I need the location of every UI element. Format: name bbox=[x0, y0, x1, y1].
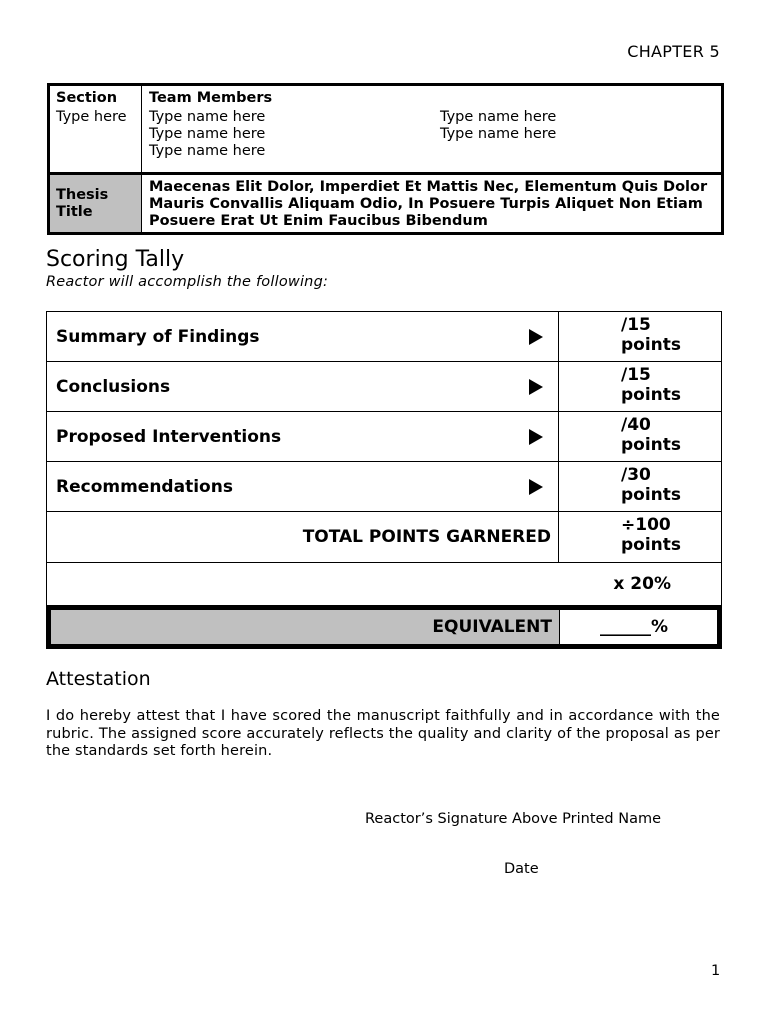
section-label: Section bbox=[56, 90, 118, 106]
score-row-summary bbox=[46, 311, 722, 361]
info-row-members bbox=[50, 86, 721, 175]
thesis-title-value[interactable]: Maecenas Elit Dolor, Imperdiet Et Mattis Nec, Elementum Quis Dolor Mauris Convallis Aliquam Odio, In Posuere Turpis Aliquet Non Etiam Posuere Erat Ut Enim Faucibus Bibendum bbox=[149, 179, 708, 229]
equivalent-value-cell[interactable] bbox=[559, 610, 717, 644]
multiplier-value: x 20% bbox=[613, 574, 671, 594]
arrow-right-icon bbox=[529, 479, 543, 495]
chapter-heading: CHAPTER 5 bbox=[627, 42, 720, 61]
criterion-label: Proposed Interventions bbox=[56, 426, 282, 447]
score-row-equivalent bbox=[46, 605, 722, 649]
points-max: /40 bbox=[621, 415, 651, 435]
points-max: /15 bbox=[621, 365, 651, 385]
scoring-tally-heading: Scoring Tally bbox=[46, 247, 185, 272]
score-row-recommendations bbox=[46, 461, 722, 511]
date-label: Date bbox=[504, 861, 539, 877]
page-number: 1 bbox=[711, 963, 721, 979]
signature-label: Reactor’s Signature Above Printed Name bbox=[365, 811, 662, 827]
arrow-right-icon bbox=[529, 379, 543, 395]
team-member-name[interactable]: Type name here bbox=[440, 109, 557, 125]
thesis-title-label: Thesis Title bbox=[50, 175, 142, 232]
score-row-total bbox=[46, 511, 722, 562]
arrow-right-icon bbox=[529, 329, 543, 345]
score-row-multiplier bbox=[46, 562, 722, 605]
total-points-label: TOTAL POINTS GARNERED bbox=[302, 527, 551, 547]
total-points-unit: points bbox=[621, 535, 682, 555]
section-cell bbox=[50, 86, 142, 172]
team-member-name[interactable]: Type name here bbox=[440, 126, 557, 142]
points-max: /30 bbox=[621, 465, 651, 485]
total-points-cell[interactable] bbox=[558, 512, 721, 562]
criterion-label: Summary of Findings bbox=[56, 326, 260, 347]
points-cell[interactable] bbox=[558, 412, 721, 461]
total-points-value: ÷100 bbox=[621, 515, 671, 535]
points-max: /15 bbox=[621, 315, 651, 335]
score-table bbox=[46, 311, 722, 649]
equivalent-label-cell bbox=[51, 610, 559, 644]
arrow-right-icon bbox=[529, 429, 543, 445]
points-cell[interactable] bbox=[558, 312, 721, 361]
score-row-conclusions bbox=[46, 361, 722, 411]
points-unit: points bbox=[621, 485, 682, 505]
info-table bbox=[47, 83, 724, 235]
points-cell[interactable] bbox=[558, 462, 721, 511]
team-member-name[interactable]: Type name here bbox=[149, 143, 266, 159]
team-member-name[interactable]: Type name here bbox=[149, 126, 266, 142]
scoring-tally-subtitle: Reactor will accomplish the following: bbox=[46, 274, 329, 290]
points-unit: points bbox=[621, 335, 682, 355]
attestation-heading: Attestation bbox=[46, 668, 151, 690]
attestation-body: I do hereby attest that I have scored the manuscript faithfully and in accordance with the rubric. The assigned score accurately reflects the quality and clarity of the proposal as per the standards set forth herein. bbox=[46, 708, 720, 759]
team-members-list bbox=[149, 109, 714, 160]
criterion-label: Recommendations bbox=[56, 476, 233, 497]
criterion-label: Conclusions bbox=[56, 376, 171, 397]
points-unit: points bbox=[621, 435, 682, 455]
team-members-label: Team Members bbox=[149, 90, 273, 106]
info-row-thesis bbox=[50, 175, 721, 232]
points-cell[interactable] bbox=[558, 362, 721, 411]
team-members-cell bbox=[142, 86, 721, 180]
team-member-name[interactable]: Type name here bbox=[149, 109, 266, 125]
equivalent-label: EQUIVALENT bbox=[432, 617, 552, 637]
equivalent-value: ______% bbox=[600, 617, 669, 637]
section-value[interactable]: Type here bbox=[56, 109, 127, 125]
points-unit: points bbox=[621, 385, 682, 405]
score-row-interventions bbox=[46, 411, 722, 461]
